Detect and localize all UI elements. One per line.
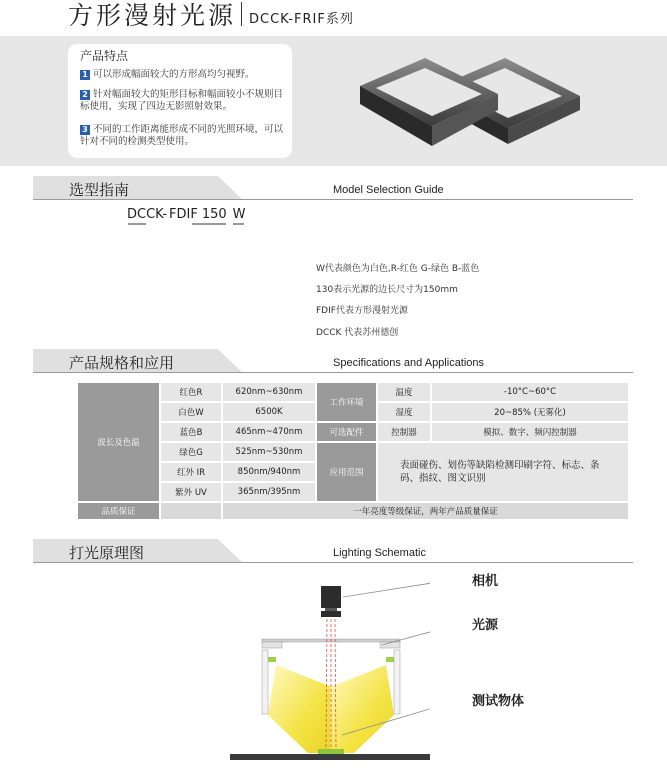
section-title-cn: 选型指南 [69,181,130,199]
spec-color-name: 紫外 UV [161,483,221,501]
spec-color-value: 850nm/940nm [223,463,315,481]
feature-number-badge: 3 [80,125,90,135]
spec-color-name: 白色W [161,403,221,421]
section-header-spec [33,349,633,373]
features-title: 产品特点 [80,49,129,63]
code-desc-brand: DCCK 代表苏州德创 [316,328,399,338]
spec-env-label: 工作环境 [317,383,376,421]
spec-color-name: 红外 IR [161,463,221,481]
code-brand: DCCK- [127,207,168,222]
section-title-cn: 打光原理图 [69,544,145,562]
spec-env-name: 温度 [378,383,430,401]
spec-color-name: 红色R [161,383,221,401]
feature-text: 不同的工作距离能形成不同的光照环境，可以针对不同的检测类型使用。 [80,124,284,147]
section-title-en: Model Selection Guide [333,184,444,196]
page-title: 方形漫射光源 [68,1,237,30]
code-desc-color: W代表颜色为白色,R-红色 G-绿色 B-蓝色 [316,264,480,274]
feature-item [80,89,286,112]
code-type: FDIF [169,207,198,222]
spec-app-value: 表面碰伤、划伤等缺陷检测印刷字符、标志、条码、指纹、图文识别 [378,443,628,501]
spec-quality-spacer [161,503,221,519]
model-code [127,207,246,222]
section-title-en: Lighting Schematic [333,547,426,559]
feature-item [80,124,286,147]
callout-camera: 相机 [472,574,499,589]
spec-color-name: 蓝色B [161,423,221,441]
spec-app-label: 应用范围 [317,443,376,501]
spec-wave-label: 波长及色温 [78,383,159,501]
callout-object: 测试物体 [472,694,525,709]
callout-light: 光源 [472,618,499,633]
code-size: 150 [201,207,227,222]
feature-item [80,69,286,81]
spec-color-value: 620nm~630nm [223,383,315,401]
spec-option-label: 可选配件 [317,423,376,441]
code-connector-lines [120,222,320,337]
code-color: W [232,207,246,222]
spec-quality-value: 一年亮度等级保证，两年产品质量保证 [223,503,628,519]
section-header-model [33,176,633,200]
lighting-schematic [230,575,430,768]
spec-option-name: 控制器 [378,423,430,441]
section-title-en: Specifications and Applications [333,357,485,369]
spec-color-value: 525nm~530nm [223,443,315,461]
code-desc-type: FDIF代表方形漫射光源 [316,306,408,316]
feature-text: 针对幅面较大的矩形目标和幅面较小不规则目标使用，实现了四边无影照射效果。 [80,89,284,112]
camera-icon [321,586,341,617]
spec-env-value: 20~85% (无雾化) [432,403,628,421]
series-label: DCCK-FRIF系列 [249,12,354,27]
spec-color-value: 365nm/395nm [223,483,315,501]
test-object [318,749,344,754]
spec-env-name: 湿度 [378,403,430,421]
section-title-cn: 产品规格和应用 [69,354,175,372]
product-image [340,48,590,158]
spec-color-value: 6500K [223,403,315,421]
feature-number-badge: 2 [80,90,90,100]
feature-number-badge: 1 [80,70,90,80]
section-header-lighting [33,539,633,563]
title-divider [241,2,242,26]
spec-env-value: -10°C~60°C [432,383,628,401]
feature-text: 可以形成幅面较大的方形高均匀视野。 [93,69,255,80]
spec-option-value: 模拟、数字、频闪控制器 [432,423,628,441]
spec-color-name: 绿色G [161,443,221,461]
code-desc-size: 130表示光源的边长尺寸为150mm [316,285,458,295]
spec-color-value: 465nm~470nm [223,423,315,441]
spec-quality-label: 品质保证 [78,503,159,519]
